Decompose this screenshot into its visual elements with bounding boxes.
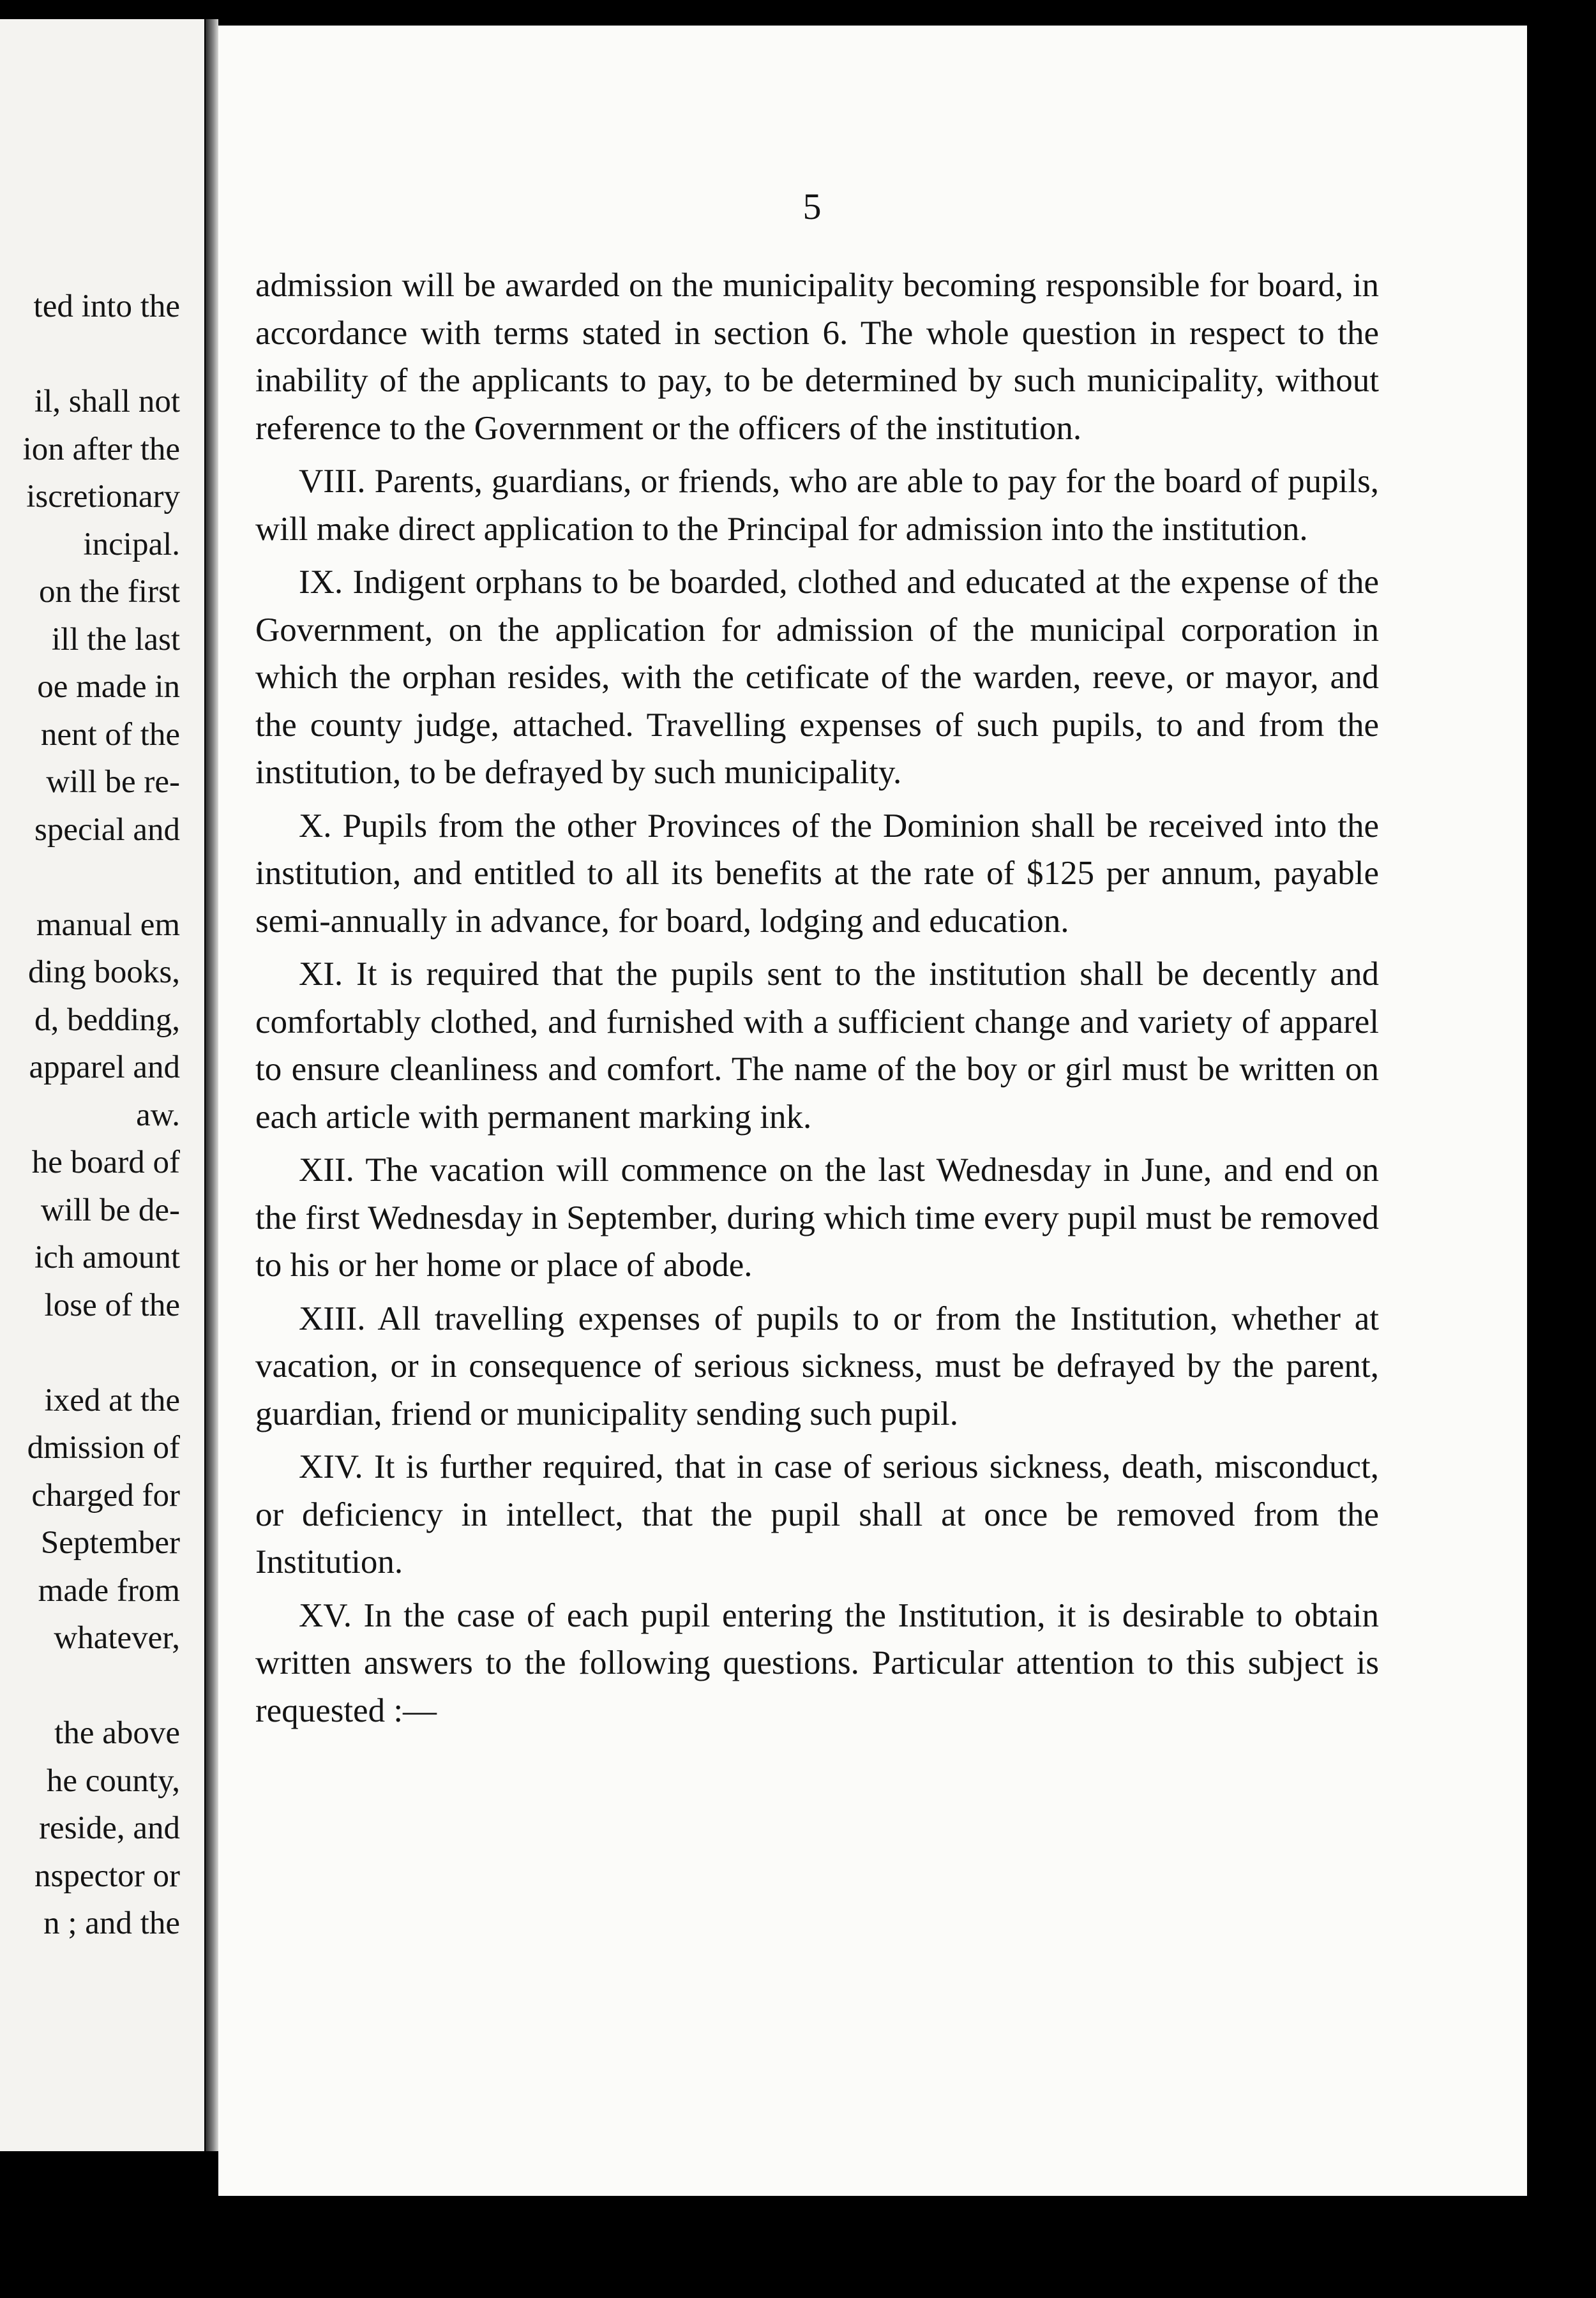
- paragraph-xii: XII. The vacation will commence on the last Wednesday in June, and end on the first Wednesday in September, during which time every pupil must be removed to his or her home or place of abode.: [255, 1152, 1379, 1284]
- facing-page-line: ixed at the: [44, 1382, 180, 1418]
- facing-page-line: il, shall not: [34, 384, 180, 419]
- body-text: [255, 262, 1379, 1740]
- facing-page-line: nent of the: [40, 716, 180, 753]
- paragraph-xi: XI. It is required that the pupils sent to the institution shall be decently and comfortably clothed, and furnished with a sufficient change and variety of apparel to ensure cleanliness and comfort. The name of the boy or girl must be written on each article with permanent marking ink.: [255, 956, 1379, 1136]
- facing-page-line: whatever,: [54, 1620, 180, 1656]
- facing-page-line: lose of the: [44, 1287, 180, 1323]
- facing-page-line: he board of: [31, 1145, 180, 1180]
- facing-page-line: ich amount: [34, 1240, 180, 1275]
- facing-page-line: incipal.: [83, 526, 180, 562]
- facing-page-line: ted into the: [33, 289, 180, 324]
- facing-page-line: ding books,: [27, 954, 180, 990]
- facing-page-line: will be de-: [40, 1192, 180, 1228]
- facing-page-line: he county,: [46, 1762, 180, 1799]
- document-page: [218, 26, 1527, 2196]
- facing-page-line: apparel and: [29, 1049, 180, 1085]
- facing-page-line: d, bedding,: [34, 1002, 180, 1038]
- facing-page-line: iscretionary: [26, 479, 180, 514]
- facing-page-line: special and: [34, 811, 180, 848]
- paragraph-xiii: XIII. All travelling expenses of pupils to or from the Institution, whether at vacation, or in consequence of serious sickness, must be defrayed by the parent, guardian, friend or municipality sending such pupil.: [255, 1300, 1379, 1432]
- book-gutter: [206, 19, 218, 2151]
- paragraph-xv: XV. In the case of each pupil entering the Institution, it is desirable to obtain written answers to the following questions. Particular attention to this subject is requested :—: [255, 1596, 1379, 1729]
- facing-page-line: ill the last: [51, 621, 180, 657]
- facing-page-line: made from: [38, 1572, 180, 1609]
- facing-page: [0, 19, 204, 2151]
- facing-page-line: ion after the: [22, 431, 180, 467]
- facing-page-line: manual em: [36, 906, 180, 943]
- paragraph-ix: IX. Indigent orphans to be boarded, clothed and educated at the expense of the Government, on the application for admission of the municipal corporation in which the orphan resides, with the cetificate of the warden, reeve, or mayor, and the county judge, attached. Travelling expenses of such pupils, to and from the institution, to be defrayed by such municipality.: [255, 564, 1379, 791]
- facing-page-line: aw.: [136, 1097, 180, 1133]
- facing-page-line: dmission of: [27, 1430, 180, 1466]
- paragraph-viii: VIII. Parents, guardians, or friends, who are able to pay for the board of pupils, will make direct application to the Principal for admission into the institution.: [255, 463, 1379, 548]
- paragraph-x: X. Pupils from the other Provinces of the Dominion shall be received into the institution, and entitled to all its benefits at the rate of $125 per annum, payable semi-annually in advance, for board, lodging and education.: [255, 807, 1379, 940]
- facing-page-line: September: [40, 1525, 180, 1561]
- paragraph-continuation: admission will be awarded on the municipality becoming responsible for board, in accordance with terms stated in section 6. The whole question in respect to the inability of the applicants to pay, to be determined by such municipality, without reference to the Government or the officers of the institution.: [255, 267, 1379, 447]
- facing-page-line: n ; and the: [43, 1905, 180, 1941]
- facing-page-line: the above: [54, 1715, 180, 1751]
- facing-page-line: charged for: [31, 1477, 180, 1513]
- facing-page-line: reside, and: [39, 1810, 180, 1846]
- page-number: 5: [802, 186, 822, 227]
- facing-page-line: on the first: [39, 574, 180, 610]
- paragraph-xiv: XIV. It is further required, that in case of serious sickness, death, misconduct, or deficiency in intellect, that the pupil shall at once be removed from the Institution.: [255, 1448, 1379, 1581]
- facing-page-line: oe made in: [37, 669, 180, 705]
- facing-page-line: nspector or: [34, 1858, 180, 1894]
- facing-page-line: will be re-: [46, 764, 180, 800]
